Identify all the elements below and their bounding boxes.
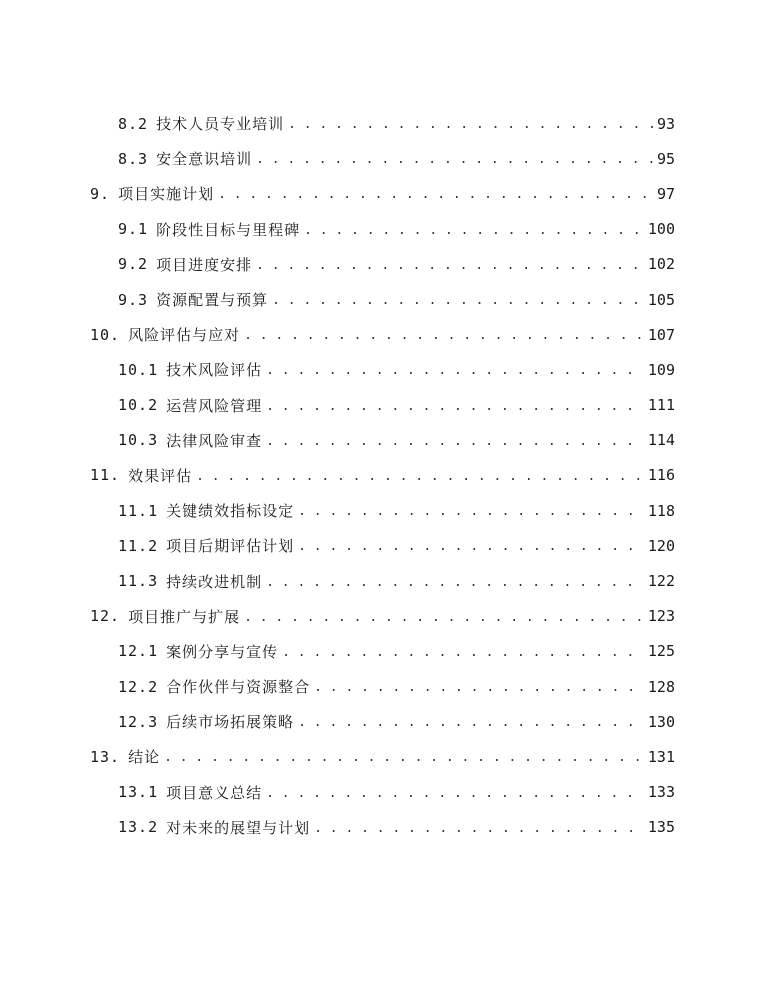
toc-entry-page: 97	[656, 184, 675, 203]
toc-entry-number: 11.1	[118, 501, 159, 520]
toc-entry[interactable]	[0, 563, 765, 598]
toc-dot-leader	[288, 118, 653, 131]
toc-entry-number: 8.3	[118, 149, 149, 168]
toc-entry[interactable]	[0, 212, 765, 247]
toc-entry-title: 对未来的展望与计划	[166, 818, 311, 837]
toc-dot-leader	[314, 681, 644, 694]
toc-entry-page: 130	[647, 712, 675, 731]
toc-entry-number: 10.1	[118, 360, 159, 379]
toc-dot-leader	[266, 400, 644, 413]
toc-entry[interactable]	[0, 669, 765, 704]
toc-entry[interactable]	[0, 352, 765, 387]
toc-entry-title: 效果评估	[128, 466, 193, 485]
toc-entry-page: 120	[647, 536, 675, 555]
toc-entry-page: 135	[647, 818, 675, 837]
table-of-contents	[0, 106, 765, 845]
toc-entry[interactable]	[0, 282, 765, 317]
toc-entry-title: 技术风险评估	[166, 361, 263, 380]
toc-entry[interactable]	[0, 176, 765, 211]
toc-dot-leader	[298, 505, 644, 518]
toc-entry-page: 105	[647, 290, 675, 309]
toc-entry-page: 109	[647, 360, 675, 379]
toc-entry-title: 安全意识培训	[156, 150, 253, 169]
toc-entry-title: 法律风险审查	[166, 431, 263, 450]
toc-entry-title: 项目推广与扩展	[128, 607, 241, 626]
toc-entry-number: 9.1	[118, 220, 149, 239]
toc-entry-number: 12.3	[118, 712, 159, 731]
toc-entry-page: 100	[647, 220, 675, 239]
toc-entry-title: 后续市场拓展策略	[166, 713, 295, 732]
toc-entry[interactable]	[0, 704, 765, 739]
toc-dot-leader	[314, 822, 644, 835]
toc-entry-title: 项目实施计划	[118, 185, 215, 204]
toc-dot-leader	[256, 259, 644, 272]
toc-entry[interactable]	[0, 388, 765, 423]
toc-entry-page: 128	[647, 677, 675, 696]
toc-entry[interactable]	[0, 739, 765, 774]
toc-dot-leader	[164, 751, 644, 764]
toc-dot-leader	[266, 787, 644, 800]
toc-entry-title: 关键绩效指标设定	[166, 502, 295, 521]
toc-entry-title: 案例分享与宣传	[166, 642, 279, 661]
toc-entry-title: 项目进度安排	[156, 255, 253, 274]
toc-entry-title: 阶段性目标与里程碑	[156, 220, 301, 239]
toc-entry-number: 11.3	[118, 572, 159, 591]
toc-entry-title: 运营风险管理	[166, 396, 263, 415]
toc-entry-title: 项目意义总结	[166, 783, 263, 802]
toc-entry-title: 项目后期评估计划	[166, 537, 295, 556]
toc-entry[interactable]	[0, 317, 765, 352]
toc-entry-number: 9.3	[118, 290, 149, 309]
toc-dot-leader	[244, 329, 644, 342]
toc-entry[interactable]	[0, 493, 765, 528]
toc-entry-page: 133	[647, 783, 675, 802]
toc-dot-leader	[298, 716, 644, 729]
toc-dot-leader	[266, 435, 644, 448]
toc-entry-title: 技术人员专业培训	[156, 115, 285, 134]
toc-entry-page: 107	[647, 325, 675, 344]
toc-entry-number: 10.3	[118, 431, 159, 450]
toc-dot-leader	[298, 540, 644, 553]
toc-dot-leader	[196, 470, 644, 483]
toc-dot-leader	[282, 646, 644, 659]
toc-dot-leader	[272, 294, 644, 307]
toc-entry-page: 122	[647, 572, 675, 591]
toc-entry[interactable]	[0, 423, 765, 458]
toc-entry-page: 125	[647, 642, 675, 661]
toc-entry[interactable]	[0, 141, 765, 176]
toc-entry-title: 结论	[128, 748, 161, 767]
toc-entry-number: 10.2	[118, 396, 159, 415]
toc-entry-number: 12.	[90, 607, 121, 626]
toc-entry-page: 102	[647, 255, 675, 274]
toc-dot-leader	[244, 611, 644, 624]
toc-dot-leader	[304, 224, 644, 237]
toc-entry-number: 9.	[90, 184, 111, 203]
toc-entry[interactable]	[0, 106, 765, 141]
toc-entry-number: 13.	[90, 747, 121, 766]
toc-entry[interactable]	[0, 528, 765, 563]
toc-entry-number: 9.2	[118, 255, 149, 274]
toc-entry[interactable]	[0, 634, 765, 669]
toc-entry-number: 12.1	[118, 642, 159, 661]
toc-dot-leader	[256, 153, 653, 166]
toc-entry-page: 111	[647, 396, 675, 415]
toc-entry-page: 123	[647, 607, 675, 626]
toc-entry-title: 资源配置与预算	[156, 291, 269, 310]
toc-entry-number: 8.2	[118, 114, 149, 133]
toc-dot-leader	[266, 364, 644, 377]
toc-dot-leader	[218, 188, 653, 201]
toc-entry-page: 93	[656, 114, 675, 133]
toc-entry[interactable]	[0, 810, 765, 845]
toc-entry-number: 13.2	[118, 818, 159, 837]
toc-entry-title: 合作伙伴与资源整合	[166, 678, 311, 697]
toc-entry-page: 131	[647, 747, 675, 766]
toc-entry-title: 持续改进机制	[166, 572, 263, 591]
toc-entry-page: 114	[647, 431, 675, 450]
toc-entry-page: 95	[656, 149, 675, 168]
toc-entry[interactable]	[0, 599, 765, 634]
toc-entry-page: 118	[647, 501, 675, 520]
toc-entry-number: 10.	[90, 325, 121, 344]
toc-dot-leader	[266, 576, 644, 589]
toc-entry[interactable]	[0, 247, 765, 282]
toc-entry-number: 13.1	[118, 783, 159, 802]
toc-entry-page: 116	[647, 466, 675, 485]
toc-entry[interactable]	[0, 775, 765, 810]
toc-entry-number: 11.2	[118, 536, 159, 555]
toc-entry[interactable]	[0, 458, 765, 493]
toc-entry-number: 11.	[90, 466, 121, 485]
toc-entry-number: 12.2	[118, 677, 159, 696]
toc-entry-title: 风险评估与应对	[128, 326, 241, 345]
